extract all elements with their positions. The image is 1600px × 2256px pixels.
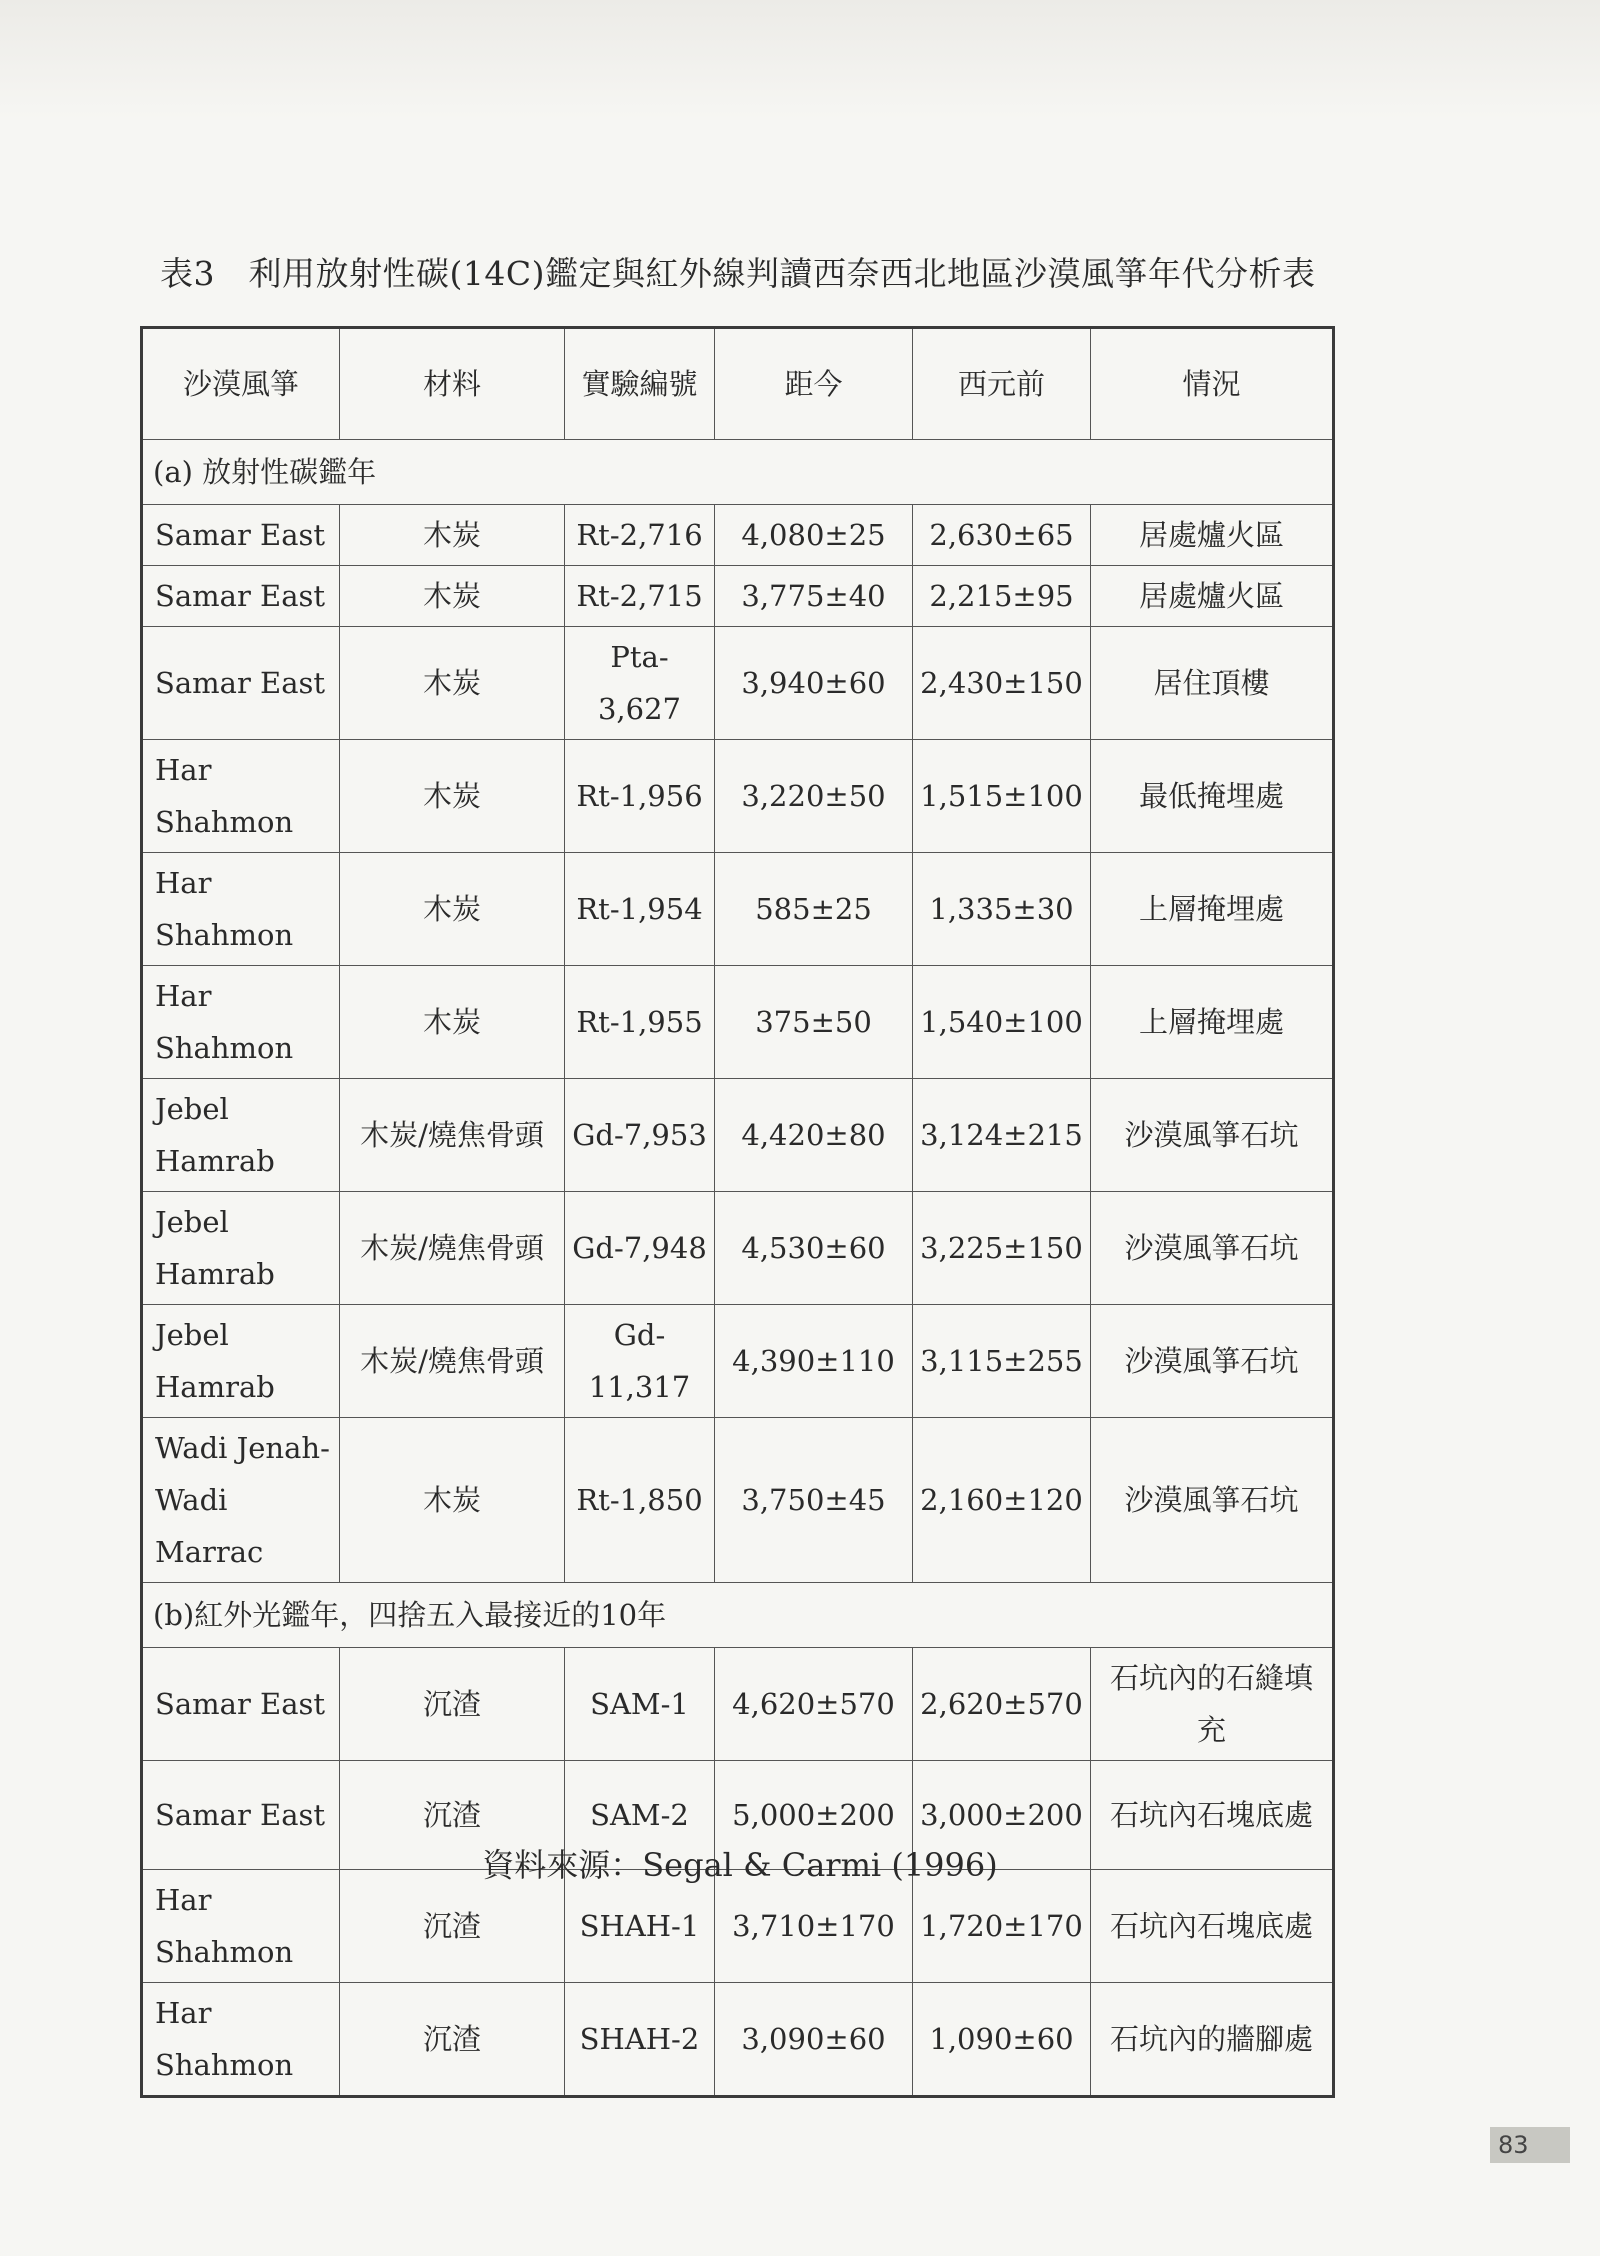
section-b-label: (b)紅外光鑑年，四捨五入最接近的10年 [142, 1583, 1334, 1648]
bc-cell: 1,720±170 [913, 1870, 1091, 1983]
lab-code-cell: Gd-7,953 [565, 1079, 715, 1192]
context-cell: 最低掩埋處 [1091, 740, 1334, 853]
context-cell: 居處爐火區 [1091, 566, 1334, 627]
bp-cell: 4,420±80 [715, 1079, 913, 1192]
table-row [142, 1418, 1334, 1583]
table-row [142, 1305, 1334, 1418]
lab-code-cell: Rt-1,954 [565, 853, 715, 966]
context-cell: 上層掩埋處 [1091, 966, 1334, 1079]
context-cell: 石坑內的石縫填充 [1091, 1648, 1334, 1761]
lab-code-cell: Rt-1,956 [565, 740, 715, 853]
context-cell: 沙漠風箏石坑 [1091, 1418, 1334, 1583]
bp-cell: 3,750±45 [715, 1418, 913, 1583]
material-cell: 木炭 [340, 566, 565, 627]
header-cell: 情況 [1091, 328, 1334, 440]
table-row [142, 853, 1334, 966]
context-cell: 居處爐火區 [1091, 505, 1334, 566]
table-row [142, 966, 1334, 1079]
material-cell: 木炭 [340, 1418, 565, 1583]
lab-code-cell: Rt-1,955 [565, 966, 715, 1079]
bp-cell: 4,530±60 [715, 1192, 913, 1305]
bc-cell: 1,515±100 [913, 740, 1091, 853]
context-cell: 石坑內石塊底處 [1091, 1761, 1334, 1870]
site-cell: Samar East [142, 566, 340, 627]
bp-cell: 5,000±200 [715, 1761, 913, 1870]
page-top-shade [0, 0, 1600, 120]
material-cell: 木炭 [340, 505, 565, 566]
source-note: 資料來源：Segal & Carmi (1996) [482, 1846, 998, 1884]
bc-cell: 1,540±100 [913, 966, 1091, 1079]
table-caption: 表3 利用放射性碳(14C)鑑定與紅外線判讀西奈西北地區沙漠風箏年代分析表 [160, 254, 1316, 293]
material-cell: 木炭/燒焦骨頭 [340, 1192, 565, 1305]
lab-code-cell: SAM-1 [565, 1648, 715, 1761]
table-row [142, 1192, 1334, 1305]
bc-cell: 2,620±570 [913, 1648, 1091, 1761]
site-cell: Har Shahmon [142, 740, 340, 853]
bp-cell: 3,940±60 [715, 627, 913, 740]
header-cell: 西元前 [913, 328, 1091, 440]
table-row [142, 1983, 1334, 2097]
bp-cell: 375±50 [715, 966, 913, 1079]
context-cell: 沙漠風箏石坑 [1091, 1079, 1334, 1192]
lab-code-cell: SHAH-2 [565, 1983, 715, 2097]
site-cell: Samar East [142, 627, 340, 740]
bc-cell: 3,225±150 [913, 1192, 1091, 1305]
table-row [142, 505, 1334, 566]
section-a-label: (a) 放射性碳鑑年 [142, 440, 1334, 505]
context-cell: 上層掩埋處 [1091, 853, 1334, 966]
bc-cell: 3,000±200 [913, 1761, 1091, 1870]
table-row [142, 1079, 1334, 1192]
bp-cell: 4,390±110 [715, 1305, 913, 1418]
site-cell: Har Shahmon [142, 1983, 340, 2097]
header-cell: 距今 [715, 328, 913, 440]
material-cell: 沉渣 [340, 1870, 565, 1983]
context-cell: 沙漠風箏石坑 [1091, 1192, 1334, 1305]
site-cell: Jebel Hamrab [142, 1079, 340, 1192]
site-cell: Samar East [142, 505, 340, 566]
header-cell: 實驗編號 [565, 328, 715, 440]
site-cell: Har Shahmon [142, 853, 340, 966]
site-cell: Har Shahmon [142, 1870, 340, 1983]
bp-cell: 3,775±40 [715, 566, 913, 627]
bc-cell: 3,124±215 [913, 1079, 1091, 1192]
bp-cell: 4,080±25 [715, 505, 913, 566]
material-cell: 沉渣 [340, 1648, 565, 1761]
material-cell: 沉渣 [340, 1761, 565, 1870]
table-row [142, 740, 1334, 853]
site-cell: Samar East [142, 1761, 340, 1870]
lab-code-cell: SAM-2 [565, 1761, 715, 1870]
header-cell: 沙漠風箏 [142, 328, 340, 440]
material-cell: 木炭 [340, 740, 565, 853]
dating-table [140, 326, 1335, 2098]
table-row [142, 1648, 1334, 1761]
section-row [142, 440, 1334, 505]
context-cell: 居住頂樓 [1091, 627, 1334, 740]
site-cell: Samar East [142, 1648, 340, 1761]
context-cell: 石坑內石塊底處 [1091, 1870, 1334, 1983]
table-container [140, 326, 1332, 2098]
lab-code-cell: Rt-1,850 [565, 1418, 715, 1583]
page-number: 83 [1490, 2127, 1570, 2163]
bc-cell: 2,215±95 [913, 566, 1091, 627]
bc-cell: 1,090±60 [913, 1983, 1091, 2097]
table-row [142, 1870, 1334, 1983]
bc-cell: 2,430±150 [913, 627, 1091, 740]
bc-cell: 3,115±255 [913, 1305, 1091, 1418]
context-cell: 石坑內的牆腳處 [1091, 1983, 1334, 2097]
lab-code-cell: Gd-11,317 [565, 1305, 715, 1418]
context-cell: 沙漠風箏石坑 [1091, 1305, 1334, 1418]
bp-cell: 3,090±60 [715, 1983, 913, 2097]
lab-code-cell: Gd-7,948 [565, 1192, 715, 1305]
site-cell: Wadi Jenah-Wadi Marrac [142, 1418, 340, 1583]
lab-code-cell: Pta-3,627 [565, 627, 715, 740]
site-cell: Jebel Hamrab [142, 1305, 340, 1418]
bp-cell: 4,620±570 [715, 1648, 913, 1761]
bp-cell: 585±25 [715, 853, 913, 966]
section-row [142, 1583, 1334, 1648]
material-cell: 木炭/燒焦骨頭 [340, 1079, 565, 1192]
lab-code-cell: Rt-2,715 [565, 566, 715, 627]
bp-cell: 3,220±50 [715, 740, 913, 853]
bp-cell: 3,710±170 [715, 1870, 913, 1983]
material-cell: 木炭 [340, 966, 565, 1079]
material-cell: 沉渣 [340, 1983, 565, 2097]
bc-cell: 2,630±65 [913, 505, 1091, 566]
site-cell: Jebel Hamrab [142, 1192, 340, 1305]
header-row [142, 328, 1334, 440]
table-row [142, 627, 1334, 740]
bc-cell: 1,335±30 [913, 853, 1091, 966]
material-cell: 木炭 [340, 627, 565, 740]
material-cell: 木炭/燒焦骨頭 [340, 1305, 565, 1418]
bc-cell: 2,160±120 [913, 1418, 1091, 1583]
header-cell: 材料 [340, 328, 565, 440]
table-row [142, 566, 1334, 627]
site-cell: Har Shahmon [142, 966, 340, 1079]
lab-code-cell: Rt-2,716 [565, 505, 715, 566]
lab-code-cell: SHAH-1 [565, 1870, 715, 1983]
material-cell: 木炭 [340, 853, 565, 966]
